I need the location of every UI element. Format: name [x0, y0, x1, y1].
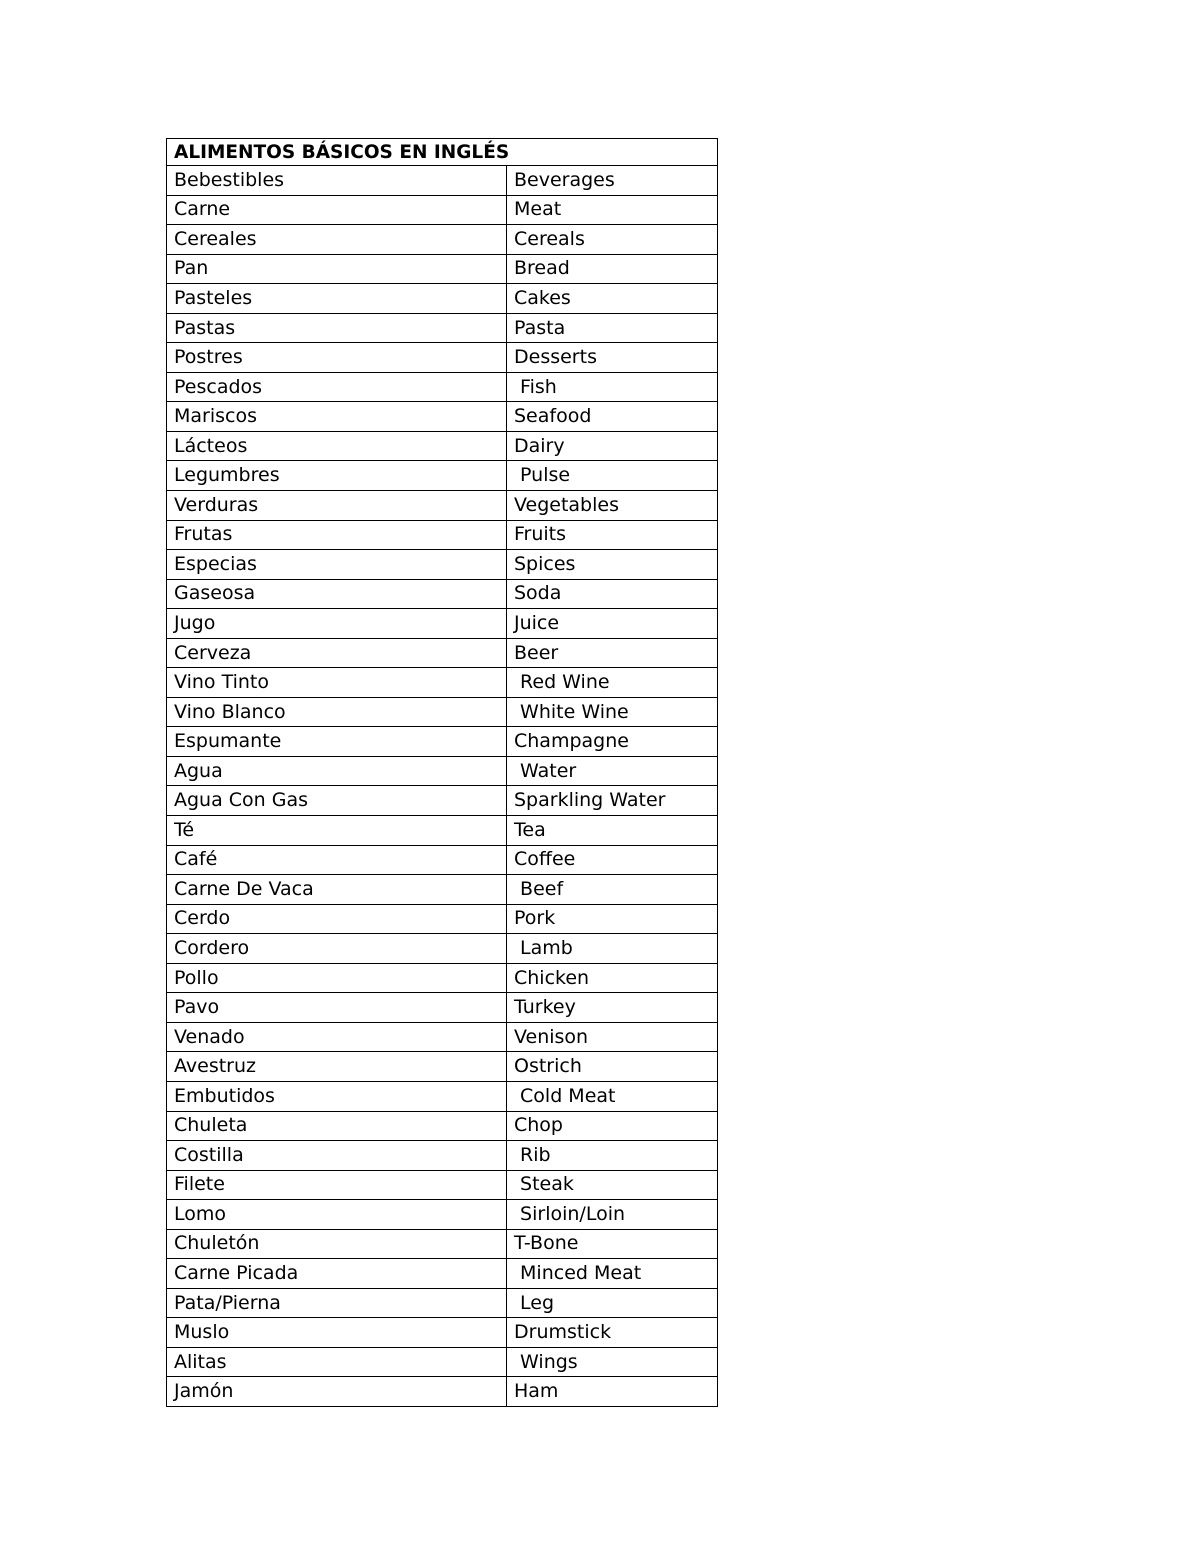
- table-row: [167, 195, 718, 225]
- english-term-cell: Beef: [507, 875, 718, 905]
- english-term-cell: Tea: [507, 816, 718, 846]
- spanish-term-cell: Filete: [167, 1170, 507, 1200]
- spanish-term-cell: Lácteos: [167, 431, 507, 461]
- english-term-cell: Pasta: [507, 313, 718, 343]
- table-row: [167, 963, 718, 993]
- table-row: [167, 579, 718, 609]
- spanish-term-cell: Jugo: [167, 609, 507, 639]
- english-term-cell: Cakes: [507, 284, 718, 314]
- spanish-term-cell: Café: [167, 845, 507, 875]
- table-row: [167, 372, 718, 402]
- spanish-term-cell: Pan: [167, 254, 507, 284]
- english-term-cell: Fruits: [507, 520, 718, 550]
- spanish-term-cell: Cereales: [167, 225, 507, 255]
- table-title: ALIMENTOS BÁSICOS EN INGLÉS: [167, 139, 718, 166]
- table-row: [167, 845, 718, 875]
- english-term-cell: Ham: [507, 1377, 718, 1407]
- english-term-cell: Pulse: [507, 461, 718, 491]
- table-row: [167, 727, 718, 757]
- spanish-term-cell: Gaseosa: [167, 579, 507, 609]
- english-term-cell: Wings: [507, 1347, 718, 1377]
- table-row: [167, 1259, 718, 1289]
- table-row: [167, 284, 718, 314]
- table-row: [167, 254, 718, 284]
- spanish-term-cell: Jamón: [167, 1377, 507, 1407]
- spanish-term-cell: Vino Tinto: [167, 668, 507, 698]
- table-row: [167, 1170, 718, 1200]
- spanish-term-cell: Cerdo: [167, 904, 507, 934]
- table-row: [167, 520, 718, 550]
- spanish-term-cell: Carne: [167, 195, 507, 225]
- english-term-cell: Sirloin/Loin: [507, 1200, 718, 1230]
- spanish-term-cell: Embutidos: [167, 1081, 507, 1111]
- spanish-term-cell: Costilla: [167, 1141, 507, 1171]
- english-term-cell: Water: [507, 756, 718, 786]
- spanish-term-cell: Postres: [167, 343, 507, 373]
- table-row: [167, 934, 718, 964]
- english-term-cell: Beverages: [507, 166, 718, 196]
- spanish-term-cell: Carne Picada: [167, 1259, 507, 1289]
- table-row: [167, 1111, 718, 1141]
- table-row: [167, 1200, 718, 1230]
- spanish-term-cell: Especias: [167, 550, 507, 580]
- spanish-term-cell: Pata/Pierna: [167, 1288, 507, 1318]
- vocabulary-table-body: [167, 139, 718, 1407]
- spanish-term-cell: Lomo: [167, 1200, 507, 1230]
- english-term-cell: Chicken: [507, 963, 718, 993]
- table-row: [167, 638, 718, 668]
- table-row: [167, 313, 718, 343]
- english-term-cell: Cereals: [507, 225, 718, 255]
- table-row: [167, 225, 718, 255]
- english-term-cell: Soda: [507, 579, 718, 609]
- spanish-term-cell: Cerveza: [167, 638, 507, 668]
- table-row: [167, 431, 718, 461]
- spanish-term-cell: Avestruz: [167, 1052, 507, 1082]
- spanish-term-cell: Chuletón: [167, 1229, 507, 1259]
- table-row: [167, 402, 718, 432]
- english-term-cell: Minced Meat: [507, 1259, 718, 1289]
- english-term-cell: Venison: [507, 1022, 718, 1052]
- table-row: [167, 609, 718, 639]
- table-row: [167, 1318, 718, 1348]
- spanish-term-cell: Pollo: [167, 963, 507, 993]
- spanish-term-cell: Espumante: [167, 727, 507, 757]
- spanish-term-cell: Carne De Vaca: [167, 875, 507, 905]
- spanish-term-cell: Alitas: [167, 1347, 507, 1377]
- table-row: [167, 904, 718, 934]
- spanish-term-cell: Pastas: [167, 313, 507, 343]
- spanish-term-cell: Vino Blanco: [167, 697, 507, 727]
- english-term-cell: Chop: [507, 1111, 718, 1141]
- spanish-term-cell: Chuleta: [167, 1111, 507, 1141]
- table-row: [167, 1081, 718, 1111]
- table-row: [167, 491, 718, 521]
- spanish-term-cell: Frutas: [167, 520, 507, 550]
- english-term-cell: T-Bone: [507, 1229, 718, 1259]
- english-term-cell: White Wine: [507, 697, 718, 727]
- english-term-cell: Drumstick: [507, 1318, 718, 1348]
- table-row: [167, 461, 718, 491]
- spanish-term-cell: Muslo: [167, 1318, 507, 1348]
- english-term-cell: Beer: [507, 638, 718, 668]
- english-term-cell: Ostrich: [507, 1052, 718, 1082]
- table-row: [167, 875, 718, 905]
- english-term-cell: Champagne: [507, 727, 718, 757]
- table-row: [167, 993, 718, 1023]
- table-row: [167, 816, 718, 846]
- table-row: [167, 668, 718, 698]
- table-row: [167, 1229, 718, 1259]
- spanish-term-cell: Té: [167, 816, 507, 846]
- spanish-term-cell: Legumbres: [167, 461, 507, 491]
- english-term-cell: Meat: [507, 195, 718, 225]
- english-term-cell: Sparkling Water: [507, 786, 718, 816]
- table-row: [167, 166, 718, 196]
- english-term-cell: Fish: [507, 372, 718, 402]
- table-row: [167, 697, 718, 727]
- spanish-term-cell: Verduras: [167, 491, 507, 521]
- english-term-cell: Seafood: [507, 402, 718, 432]
- spanish-term-cell: Cordero: [167, 934, 507, 964]
- spanish-term-cell: Agua Con Gas: [167, 786, 507, 816]
- spanish-term-cell: Agua: [167, 756, 507, 786]
- spanish-term-cell: Pasteles: [167, 284, 507, 314]
- english-term-cell: Spices: [507, 550, 718, 580]
- table-row: [167, 550, 718, 580]
- english-term-cell: Cold Meat: [507, 1081, 718, 1111]
- english-term-cell: Dairy: [507, 431, 718, 461]
- english-term-cell: Vegetables: [507, 491, 718, 521]
- spanish-term-cell: Pavo: [167, 993, 507, 1023]
- table-row: [167, 1377, 718, 1407]
- table-row: [167, 786, 718, 816]
- spanish-term-cell: Pescados: [167, 372, 507, 402]
- english-term-cell: Leg: [507, 1288, 718, 1318]
- english-term-cell: Desserts: [507, 343, 718, 373]
- vocabulary-table: [166, 138, 718, 1407]
- english-term-cell: Rib: [507, 1141, 718, 1171]
- english-term-cell: Coffee: [507, 845, 718, 875]
- spanish-term-cell: Bebestibles: [167, 166, 507, 196]
- english-term-cell: Juice: [507, 609, 718, 639]
- english-term-cell: Bread: [507, 254, 718, 284]
- table-row: [167, 756, 718, 786]
- table-title-row: [167, 139, 718, 166]
- english-term-cell: Turkey: [507, 993, 718, 1023]
- table-row: [167, 1347, 718, 1377]
- english-term-cell: Pork: [507, 904, 718, 934]
- spanish-term-cell: Mariscos: [167, 402, 507, 432]
- table-row: [167, 1052, 718, 1082]
- table-row: [167, 1141, 718, 1171]
- english-term-cell: Red Wine: [507, 668, 718, 698]
- table-row: [167, 1022, 718, 1052]
- english-term-cell: Lamb: [507, 934, 718, 964]
- table-row: [167, 343, 718, 373]
- english-term-cell: Steak: [507, 1170, 718, 1200]
- table-row: [167, 1288, 718, 1318]
- spanish-term-cell: Venado: [167, 1022, 507, 1052]
